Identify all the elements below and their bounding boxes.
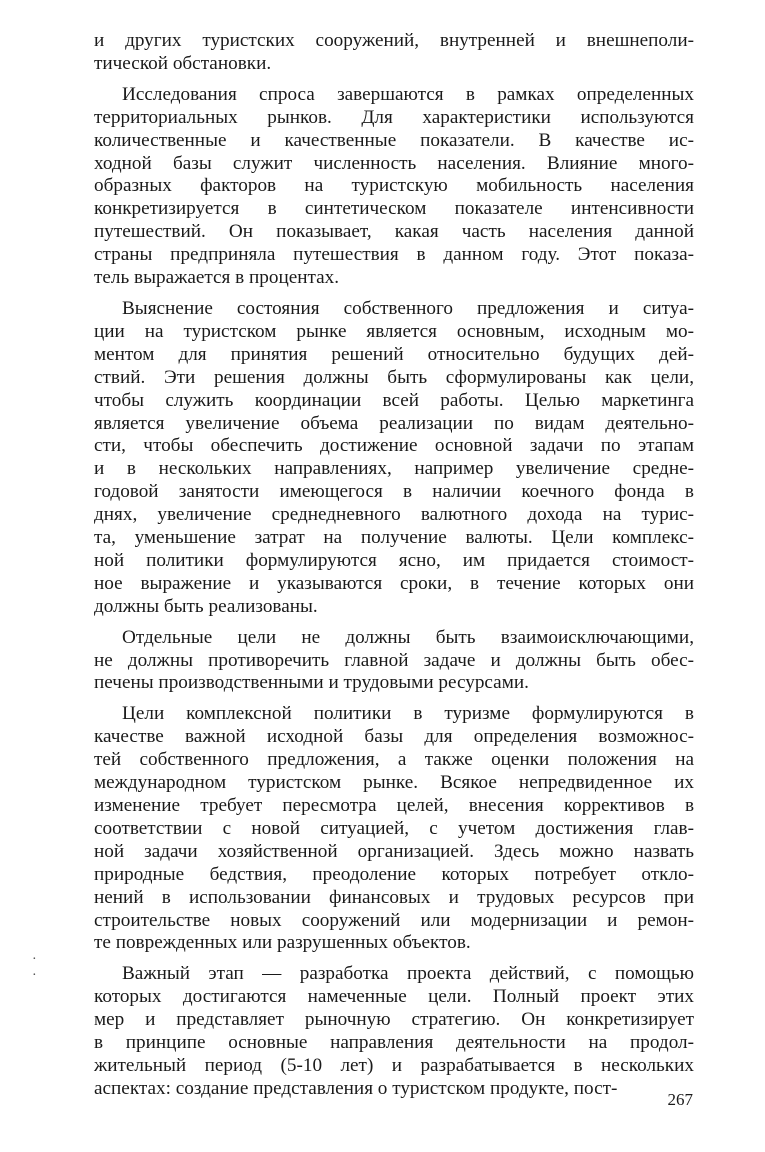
text-line: качестве важной исходной базы для определения возможнос- (94, 726, 694, 748)
text-line: ходной базы служит численность населения. Влияние много- (94, 152, 694, 174)
text-line: печены производственными и трудовыми ресурсами. (94, 672, 529, 694)
text-line: не должны противоречить главной задаче и должны быть обес- (94, 649, 694, 671)
text-line: путешествий. Он показывает, какая часть населения данной (94, 221, 694, 243)
text-line: Выяснение состояния собственного предложения и ситуа- (122, 297, 694, 319)
paragraph (94, 30, 694, 76)
text-line: ствий. Эти решения должны быть сформулированы как цели, (94, 366, 694, 388)
text-line: в принципе основные направления деятельности на продол- (94, 1032, 694, 1054)
text-line: территориальных рынков. Для характеристики используются (94, 106, 694, 128)
text-line: Цели комплексной политики в туризме формулируются в (122, 703, 694, 725)
paragraph-spacer (94, 695, 694, 703)
paragraph-spacer (94, 76, 694, 84)
text-line: днях, увеличение среднедневного валютного дохода на турис- (94, 504, 694, 526)
text-line: соответствии с новой ситуацией, с учетом достижения глав- (94, 817, 694, 839)
text-line: международном туристском рынке. Всякое непредвиденное их (94, 772, 694, 794)
paragraph-spacer (94, 290, 694, 298)
margin-dot-mark: · · (32, 952, 37, 983)
text-line: Исследования спроса завершаются в рамках определенных (122, 83, 694, 105)
text-line: мер и представляет рыночную стратегию. Он конкретизирует (94, 1009, 694, 1031)
text-line: и в нескольких направлениях, например увеличение средне- (94, 458, 694, 480)
paragraph (94, 84, 694, 290)
text-line: тической обстановки. (94, 52, 272, 74)
paragraph-spacer (94, 955, 694, 963)
text-line: является увеличение объема реализации по видам деятельно- (94, 412, 694, 434)
text-line: Отдельные цели не должны быть взаимоисключающими, (122, 626, 694, 648)
text-line: Важный этап — разработка проекта действий, с помощью (122, 963, 694, 985)
text-line: природные бедствия, преодоление которых потребует откло- (94, 863, 694, 885)
text-line: нений в использовании финансовых и трудовых ресурсов при (94, 886, 694, 908)
page-number: 267 (667, 1090, 693, 1109)
text-line: образных факторов на туристскую мобильность населения (94, 175, 694, 197)
text-line: ной политики формулируются ясно, им придается стоимост- (94, 549, 694, 571)
text-line: конкретизируется в синтетическом показателе интенсивности (94, 198, 694, 220)
text-line: тель выражается в процентах. (94, 267, 340, 289)
text-line: должны быть реализованы. (94, 595, 318, 617)
text-line: чтобы служить координации всей работы. Целью маркетинга (94, 389, 694, 411)
text-line: сти, чтобы обеспечить достижение основной задачи по этапам (94, 435, 694, 457)
paragraph-spacer (94, 619, 694, 627)
text-line: количественные и качественные показатели. В качестве ис- (94, 129, 694, 151)
text-line: жительный период (5-10 лет) и разрабатывается в нескольких (94, 1054, 694, 1076)
text-line: которых достигаются намеченные цели. Полный проект этих (94, 986, 694, 1008)
paragraph (94, 963, 694, 1100)
paragraph (94, 627, 694, 696)
paragraph (94, 298, 694, 619)
text-line: ции на туристском рынке является основным, исходным мо- (94, 320, 694, 342)
text-line: те поврежденных или разрушенных объектов. (94, 932, 471, 954)
text-line: изменение требует пересмотра целей, внесения коррективов в (94, 795, 694, 816)
text-line: ментом для принятия решений относительно будущих дей- (94, 343, 694, 365)
book-page-text (94, 30, 694, 1101)
text-line: строительстве новых сооружений или модернизации и ремон- (94, 909, 694, 931)
text-line: страны предприняла путешествия в данном году. Этот показа- (94, 244, 694, 266)
text-line: ное выражение и указываются сроки, в течение которых они (94, 572, 694, 594)
text-line: та, уменьшение затрат на получение валюты. Цели комплекс- (94, 527, 694, 549)
text-line: и других туристских сооружений, внутренней и внешнеполи- (94, 30, 694, 51)
text-line: ной задачи хозяйственной организацией. Здесь можно назвать (94, 840, 694, 862)
text-line: тей собственного предложения, а также оценки положения на (94, 749, 694, 771)
text-line: годовой занятости имеющегося в наличии коечного фонда в (94, 481, 694, 503)
text-line: аспектах: создание представления о туристском продукте, пост- (94, 1077, 618, 1099)
paragraph (94, 703, 694, 955)
